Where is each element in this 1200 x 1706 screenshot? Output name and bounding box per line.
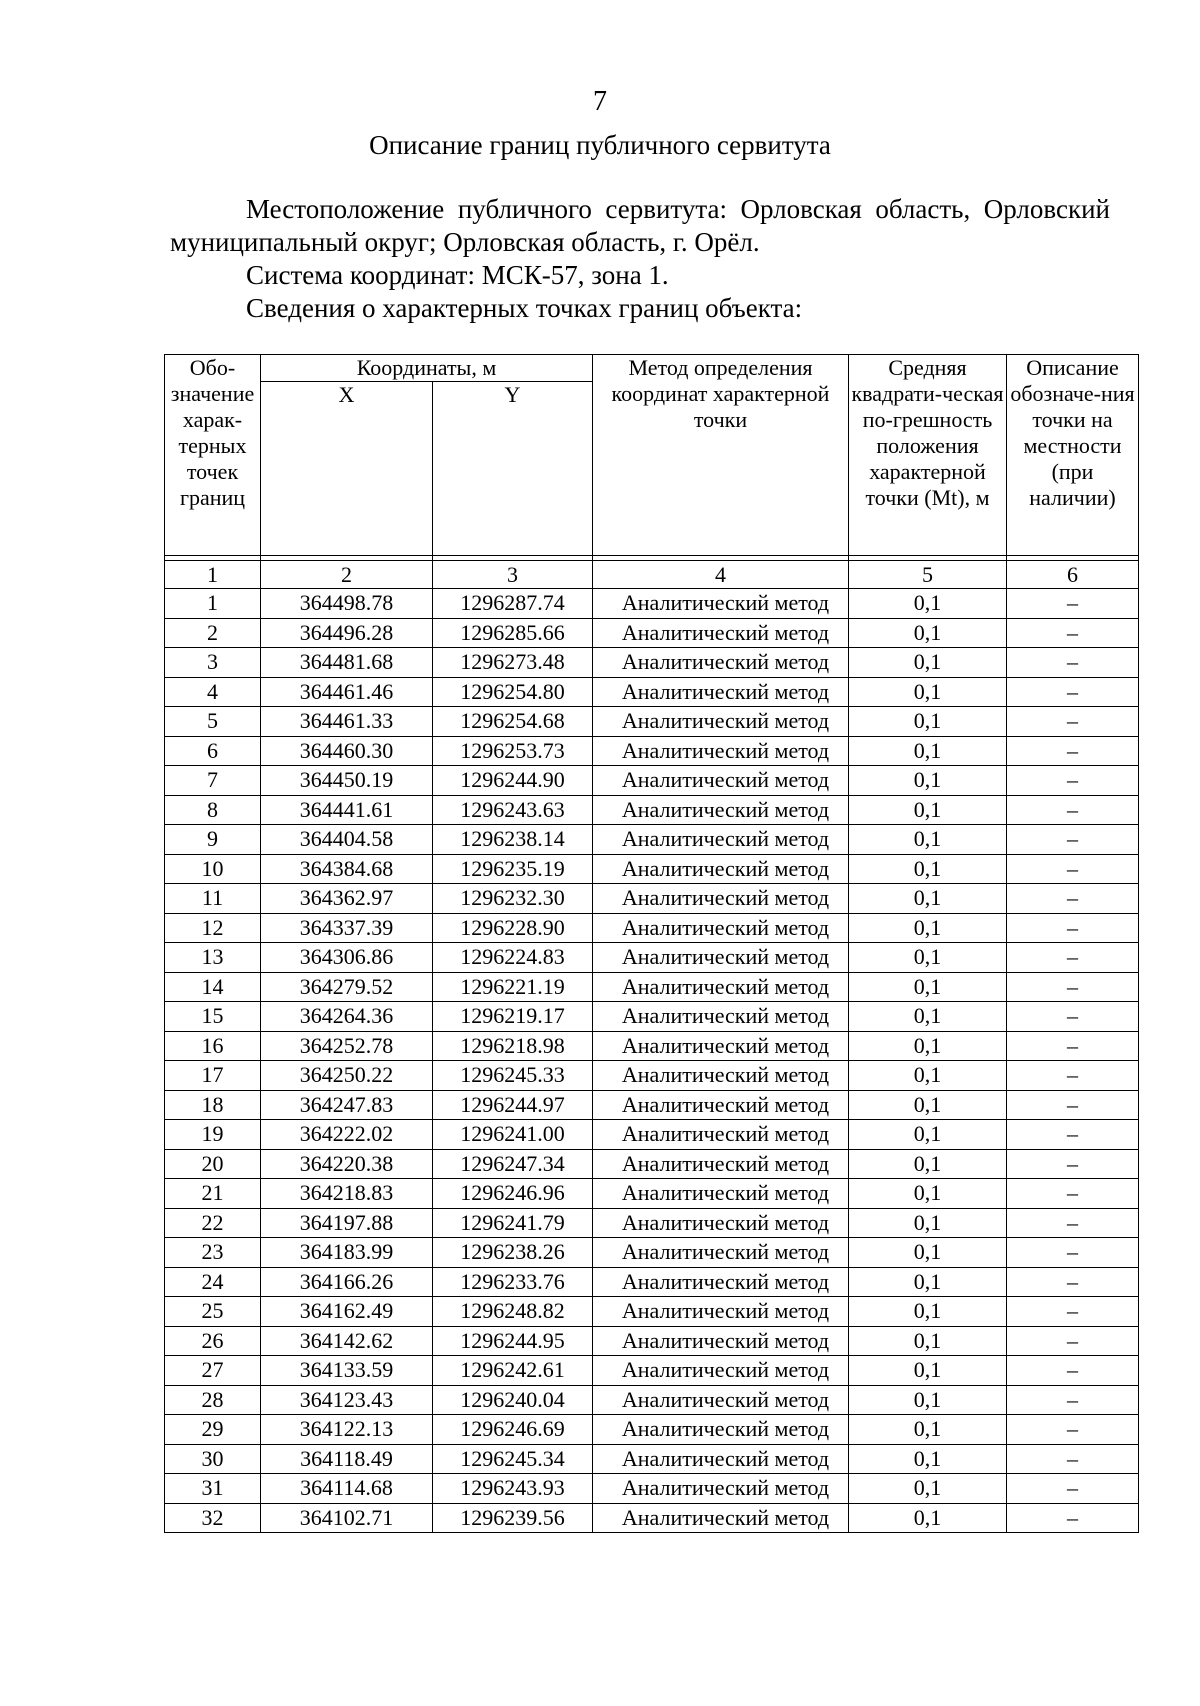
- description-cell: –: [1007, 736, 1139, 766]
- error-cell: 0,1: [849, 1326, 1007, 1356]
- coordinate-x-cell: 364279.52: [261, 972, 433, 1002]
- points-table-body: [165, 589, 1139, 1533]
- table-row: [165, 1297, 1139, 1327]
- description-cell: –: [1007, 884, 1139, 914]
- error-cell: 0,1: [849, 1297, 1007, 1327]
- column-number: 3: [433, 561, 593, 589]
- coordinate-x-cell: 364362.97: [261, 884, 433, 914]
- table-row: [165, 1415, 1139, 1445]
- method-cell: Аналитический метод: [593, 1444, 849, 1474]
- description-cell: –: [1007, 854, 1139, 884]
- point-number-cell: 30: [165, 1444, 261, 1474]
- method-cell: Аналитический метод: [593, 1208, 849, 1238]
- coordinate-x-cell: 364222.02: [261, 1120, 433, 1150]
- column-number: 1: [165, 561, 261, 589]
- coordinate-x-cell: 364197.88: [261, 1208, 433, 1238]
- table-row: [165, 825, 1139, 855]
- point-number-cell: 14: [165, 972, 261, 1002]
- coordinate-x-cell: 364250.22: [261, 1061, 433, 1091]
- error-cell: 0,1: [849, 854, 1007, 884]
- description-cell: –: [1007, 1031, 1139, 1061]
- description-cell: –: [1007, 1238, 1139, 1268]
- table-row: [165, 1267, 1139, 1297]
- table-row: [165, 618, 1139, 648]
- description-cell: –: [1007, 677, 1139, 707]
- point-number-cell: 32: [165, 1503, 261, 1533]
- coordinate-y-cell: 1296245.34: [433, 1444, 593, 1474]
- description-cell: –: [1007, 1120, 1139, 1150]
- coordinate-x-cell: 364404.58: [261, 825, 433, 855]
- coordinate-x-cell: 364166.26: [261, 1267, 433, 1297]
- coordinate-x-cell: 364461.46: [261, 677, 433, 707]
- method-cell: Аналитический метод: [593, 648, 849, 678]
- description-cell: –: [1007, 648, 1139, 678]
- table-row: [165, 1444, 1139, 1474]
- coordinate-y-cell: 1296273.48: [433, 648, 593, 678]
- error-cell: 0,1: [849, 1120, 1007, 1150]
- table-row: [165, 677, 1139, 707]
- coordinate-x-cell: 364441.61: [261, 795, 433, 825]
- header-description: Описание обозначе-ния точки на местности (при наличии): [1007, 355, 1139, 556]
- description-cell: –: [1007, 1326, 1139, 1356]
- point-number-cell: 29: [165, 1415, 261, 1445]
- coordinate-x-cell: 364252.78: [261, 1031, 433, 1061]
- table-row: [165, 1031, 1139, 1061]
- method-cell: Аналитический метод: [593, 972, 849, 1002]
- error-cell: 0,1: [849, 1444, 1007, 1474]
- description-cell: –: [1007, 618, 1139, 648]
- method-cell: Аналитический метод: [593, 1238, 849, 1268]
- point-number-cell: 11: [165, 884, 261, 914]
- error-cell: 0,1: [849, 1149, 1007, 1179]
- coordinate-y-cell: 1296287.74: [433, 589, 593, 619]
- coordinate-y-cell: 1296246.69: [433, 1415, 593, 1445]
- error-cell: 0,1: [849, 736, 1007, 766]
- point-number-cell: 16: [165, 1031, 261, 1061]
- coordinate-y-cell: 1296228.90: [433, 913, 593, 943]
- table-row: [165, 1385, 1139, 1415]
- coordinate-x-cell: 364337.39: [261, 913, 433, 943]
- point-number-cell: 1: [165, 589, 261, 619]
- column-number: 5: [849, 561, 1007, 589]
- coordinate-y-cell: 1296254.80: [433, 677, 593, 707]
- method-cell: Аналитический метод: [593, 1415, 849, 1445]
- description-cell: –: [1007, 1208, 1139, 1238]
- coordinate-y-cell: 1296254.68: [433, 707, 593, 737]
- error-cell: 0,1: [849, 1002, 1007, 1032]
- description-cell: –: [1007, 1297, 1139, 1327]
- point-number-cell: 7: [165, 766, 261, 796]
- table-row: [165, 884, 1139, 914]
- table-row: [165, 1002, 1139, 1032]
- column-number: 6: [1007, 561, 1139, 589]
- description-cell: –: [1007, 825, 1139, 855]
- error-cell: 0,1: [849, 884, 1007, 914]
- error-cell: 0,1: [849, 1090, 1007, 1120]
- table-row: [165, 854, 1139, 884]
- error-cell: 0,1: [849, 766, 1007, 796]
- error-cell: 0,1: [849, 618, 1007, 648]
- coordinate-x-cell: 364162.49: [261, 1297, 433, 1327]
- description-cell: –: [1007, 1267, 1139, 1297]
- point-number-cell: 5: [165, 707, 261, 737]
- error-cell: 0,1: [849, 795, 1007, 825]
- header-y: Y: [433, 382, 593, 556]
- table-row: [165, 589, 1139, 619]
- coordinate-x-cell: 364122.13: [261, 1415, 433, 1445]
- description-cell: –: [1007, 1415, 1139, 1445]
- coordinate-y-cell: 1296218.98: [433, 1031, 593, 1061]
- method-cell: Аналитический метод: [593, 1474, 849, 1504]
- error-cell: 0,1: [849, 1415, 1007, 1445]
- description-cell: –: [1007, 589, 1139, 619]
- description-cell: –: [1007, 1061, 1139, 1091]
- coordinate-x-cell: 364498.78: [261, 589, 433, 619]
- point-number-cell: 22: [165, 1208, 261, 1238]
- coordinate-y-cell: 1296244.97: [433, 1090, 593, 1120]
- coordinate-y-cell: 1296246.96: [433, 1179, 593, 1209]
- point-number-cell: 9: [165, 825, 261, 855]
- method-cell: Аналитический метод: [593, 736, 849, 766]
- error-cell: 0,1: [849, 589, 1007, 619]
- table-row: [165, 1179, 1139, 1209]
- point-number-cell: 2: [165, 618, 261, 648]
- coordinate-x-cell: 364496.28: [261, 618, 433, 648]
- table-row: [165, 1149, 1139, 1179]
- coordinate-y-cell: 1296240.04: [433, 1385, 593, 1415]
- point-number-cell: 13: [165, 943, 261, 973]
- method-cell: Аналитический метод: [593, 1356, 849, 1386]
- coordinate-x-cell: 364114.68: [261, 1474, 433, 1504]
- coordinate-x-cell: 364247.83: [261, 1090, 433, 1120]
- point-number-cell: 31: [165, 1474, 261, 1504]
- coordinate-x-cell: 364450.19: [261, 766, 433, 796]
- coordinate-x-cell: 364306.86: [261, 943, 433, 973]
- coordinate-x-cell: 364183.99: [261, 1238, 433, 1268]
- page-number: 7: [593, 86, 607, 117]
- table-row: [165, 766, 1139, 796]
- coordinate-x-cell: 364481.68: [261, 648, 433, 678]
- point-number-cell: 4: [165, 677, 261, 707]
- coordinate-y-cell: 1296243.93: [433, 1474, 593, 1504]
- document-title: Описание границ публичного сервитута: [369, 130, 831, 160]
- column-number-row: [165, 561, 1139, 589]
- header-coordinates: Координаты, м: [261, 355, 593, 382]
- method-cell: Аналитический метод: [593, 589, 849, 619]
- description-cell: –: [1007, 913, 1139, 943]
- point-number-cell: 28: [165, 1385, 261, 1415]
- error-cell: 0,1: [849, 1031, 1007, 1061]
- boundary-points-table: [164, 354, 1139, 1533]
- coordinate-x-cell: 364218.83: [261, 1179, 433, 1209]
- point-number-cell: 15: [165, 1002, 261, 1032]
- description-cell: –: [1007, 1090, 1139, 1120]
- coordinate-x-cell: 364133.59: [261, 1356, 433, 1386]
- description-cell: –: [1007, 1385, 1139, 1415]
- point-number-cell: 8: [165, 795, 261, 825]
- point-number-cell: 18: [165, 1090, 261, 1120]
- method-cell: Аналитический метод: [593, 707, 849, 737]
- method-cell: Аналитический метод: [593, 1002, 849, 1032]
- method-cell: Аналитический метод: [593, 1120, 849, 1150]
- method-cell: Аналитический метод: [593, 677, 849, 707]
- error-cell: 0,1: [849, 972, 1007, 1002]
- coordinate-y-cell: 1296248.82: [433, 1297, 593, 1327]
- point-number-cell: 23: [165, 1238, 261, 1268]
- point-number-cell: 6: [165, 736, 261, 766]
- coordinate-x-cell: 364102.71: [261, 1503, 433, 1533]
- column-numbers: [165, 556, 1139, 589]
- error-cell: 0,1: [849, 707, 1007, 737]
- coordinate-y-cell: 1296244.90: [433, 766, 593, 796]
- method-cell: Аналитический метод: [593, 1267, 849, 1297]
- method-cell: Аналитический метод: [593, 825, 849, 855]
- table-row: [165, 943, 1139, 973]
- table-row: [165, 1474, 1139, 1504]
- coordinate-y-cell: 1296244.95: [433, 1326, 593, 1356]
- table-row: [165, 707, 1139, 737]
- coordinate-x-cell: 364118.49: [261, 1444, 433, 1474]
- description-cell: –: [1007, 1474, 1139, 1504]
- error-cell: 0,1: [849, 1208, 1007, 1238]
- error-cell: 0,1: [849, 1061, 1007, 1091]
- coordinate-x-cell: 364384.68: [261, 854, 433, 884]
- table-row: [165, 1326, 1139, 1356]
- description-cell: –: [1007, 1444, 1139, 1474]
- method-cell: Аналитический метод: [593, 1503, 849, 1533]
- header-x: X: [261, 382, 433, 556]
- table-row: [165, 1208, 1139, 1238]
- method-cell: Аналитический метод: [593, 1179, 849, 1209]
- point-number-cell: 12: [165, 913, 261, 943]
- coordinate-x-cell: 364461.33: [261, 707, 433, 737]
- column-number: 4: [593, 561, 849, 589]
- method-cell: Аналитический метод: [593, 618, 849, 648]
- description-cell: –: [1007, 1179, 1139, 1209]
- table-row: [165, 1061, 1139, 1091]
- method-cell: Аналитический метод: [593, 913, 849, 943]
- table-row: [165, 1090, 1139, 1120]
- coordinate-y-cell: 1296245.33: [433, 1061, 593, 1091]
- method-cell: Аналитический метод: [593, 1061, 849, 1091]
- coordinate-y-cell: 1296253.73: [433, 736, 593, 766]
- method-cell: Аналитический метод: [593, 1090, 849, 1120]
- coordinate-y-cell: 1296247.34: [433, 1149, 593, 1179]
- coordinate-y-cell: 1296235.19: [433, 854, 593, 884]
- point-number-cell: 25: [165, 1297, 261, 1327]
- table-row: [165, 1503, 1139, 1533]
- location-paragraph: Местоположение публичного сервитута: Орловская область, Орловский муниципальный округ; Орловская область, г. Орёл.: [170, 194, 1110, 257]
- description-cell: –: [1007, 1356, 1139, 1386]
- error-cell: 0,1: [849, 1474, 1007, 1504]
- coordinate-y-cell: 1296221.19: [433, 972, 593, 1002]
- method-cell: Аналитический метод: [593, 854, 849, 884]
- coordinate-y-cell: 1296239.56: [433, 1503, 593, 1533]
- point-number-cell: 26: [165, 1326, 261, 1356]
- point-number-cell: 21: [165, 1179, 261, 1209]
- description-cell: –: [1007, 707, 1139, 737]
- coordinate-y-cell: 1296224.83: [433, 943, 593, 973]
- error-cell: 0,1: [849, 1179, 1007, 1209]
- coordinate-y-cell: 1296242.61: [433, 1356, 593, 1386]
- coordinate-system-line: Система координат: МСК-57, зона 1.: [246, 260, 669, 290]
- coordinate-y-cell: 1296238.26: [433, 1238, 593, 1268]
- error-cell: 0,1: [849, 1238, 1007, 1268]
- points-heading: Сведения о характерных точках границ объекта:: [246, 293, 803, 323]
- coordinate-x-cell: 364142.62: [261, 1326, 433, 1356]
- point-number-cell: 10: [165, 854, 261, 884]
- coordinate-x-cell: 364123.43: [261, 1385, 433, 1415]
- method-cell: Аналитический метод: [593, 1031, 849, 1061]
- coordinate-x-cell: 364220.38: [261, 1149, 433, 1179]
- table-row: [165, 972, 1139, 1002]
- description-cell: –: [1007, 795, 1139, 825]
- table-row: [165, 1356, 1139, 1386]
- error-cell: 0,1: [849, 648, 1007, 678]
- method-cell: Аналитический метод: [593, 943, 849, 973]
- coordinate-y-cell: 1296233.76: [433, 1267, 593, 1297]
- description-cell: –: [1007, 943, 1139, 973]
- point-number-cell: 19: [165, 1120, 261, 1150]
- header-method: Метод определения координат характерной точки: [593, 355, 849, 556]
- point-number-cell: 27: [165, 1356, 261, 1386]
- point-number-cell: 20: [165, 1149, 261, 1179]
- coordinate-y-cell: 1296232.30: [433, 884, 593, 914]
- point-number-cell: 17: [165, 1061, 261, 1091]
- method-cell: Аналитический метод: [593, 795, 849, 825]
- description-cell: –: [1007, 1002, 1139, 1032]
- coordinate-y-cell: 1296241.79: [433, 1208, 593, 1238]
- method-cell: Аналитический метод: [593, 1149, 849, 1179]
- table-row: [165, 736, 1139, 766]
- error-cell: 0,1: [849, 913, 1007, 943]
- method-cell: Аналитический метод: [593, 766, 849, 796]
- method-cell: Аналитический метод: [593, 884, 849, 914]
- coordinate-y-cell: 1296241.00: [433, 1120, 593, 1150]
- description-cell: –: [1007, 766, 1139, 796]
- header-error: Средняя квадрати-ческая по-грешность положения характерной точки (Mt), м: [849, 355, 1007, 556]
- coordinate-x-cell: 364264.36: [261, 1002, 433, 1032]
- column-number: 2: [261, 561, 433, 589]
- header-designation: Обо-значение харак-терных точек границ: [165, 355, 261, 556]
- error-cell: 0,1: [849, 825, 1007, 855]
- description-cell: –: [1007, 1149, 1139, 1179]
- error-cell: 0,1: [849, 1503, 1007, 1533]
- error-cell: 0,1: [849, 943, 1007, 973]
- table-row: [165, 1238, 1139, 1268]
- table-row: [165, 648, 1139, 678]
- coordinate-y-cell: 1296243.63: [433, 795, 593, 825]
- description-cell: –: [1007, 1503, 1139, 1533]
- table-row: [165, 1120, 1139, 1150]
- point-number-cell: 3: [165, 648, 261, 678]
- table-row: [165, 795, 1139, 825]
- error-cell: 0,1: [849, 1385, 1007, 1415]
- coordinate-y-cell: 1296285.66: [433, 618, 593, 648]
- coordinate-x-cell: 364460.30: [261, 736, 433, 766]
- method-cell: Аналитический метод: [593, 1326, 849, 1356]
- error-cell: 0,1: [849, 1356, 1007, 1386]
- coordinate-y-cell: 1296219.17: [433, 1002, 593, 1032]
- method-cell: Аналитический метод: [593, 1385, 849, 1415]
- error-cell: 0,1: [849, 677, 1007, 707]
- table-row: [165, 913, 1139, 943]
- description-cell: –: [1007, 972, 1139, 1002]
- coordinate-y-cell: 1296238.14: [433, 825, 593, 855]
- point-number-cell: 24: [165, 1267, 261, 1297]
- method-cell: Аналитический метод: [593, 1297, 849, 1327]
- error-cell: 0,1: [849, 1267, 1007, 1297]
